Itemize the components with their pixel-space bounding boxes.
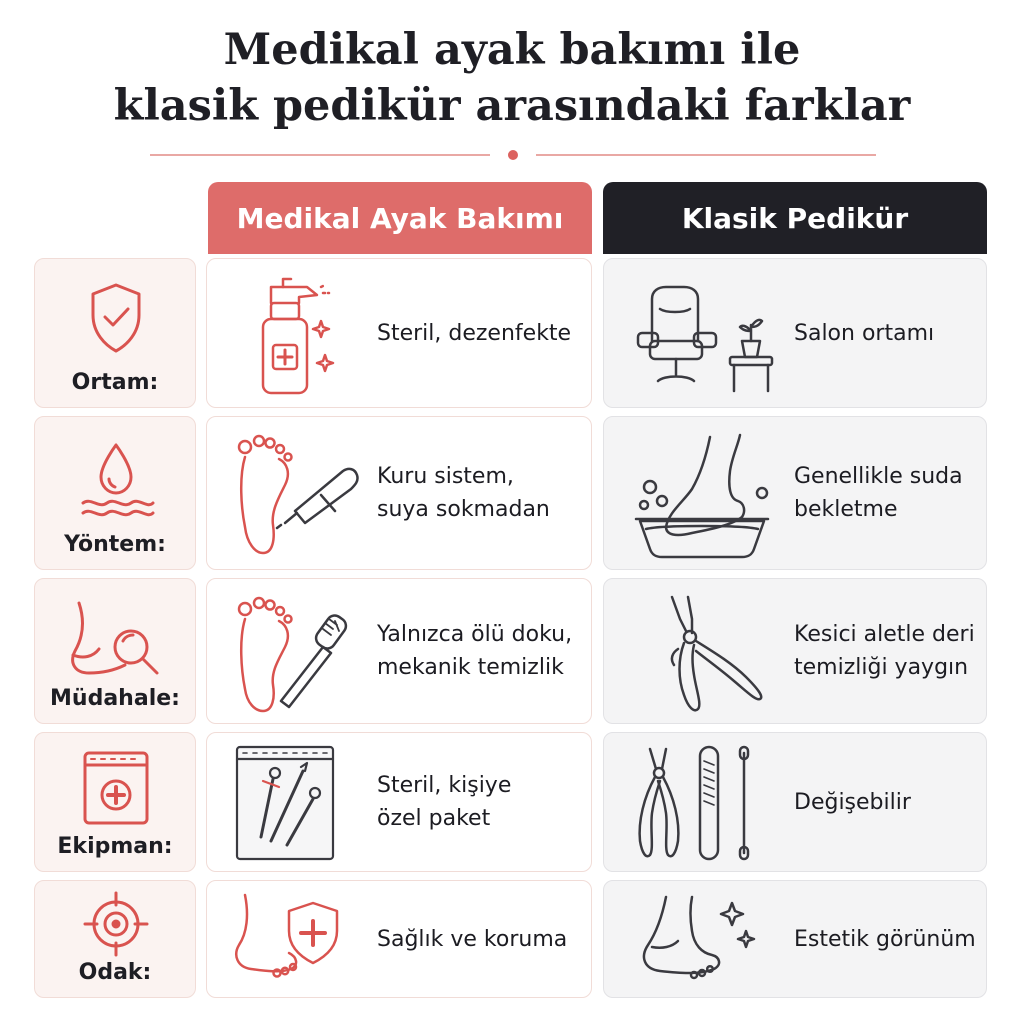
classic-text: Genellikle suda bekletme [794, 464, 963, 522]
classic-text: Kesici aletle deri temizliği yaygın [794, 622, 975, 680]
medical-text: Yalnızca ölü doku, mekanik temizlik [377, 622, 573, 680]
cuticle-nipper-icon [622, 589, 782, 719]
classic-text: Estetik görünüm [794, 926, 976, 952]
salon-chair-icon [622, 269, 782, 399]
medical-text: Kuru sistem, suya sokmadan [377, 464, 550, 522]
row-label-ekipman [34, 732, 196, 872]
page-title [0, 22, 1024, 134]
foot-magnifier-icon [59, 593, 169, 683]
row-label-yontem [34, 416, 196, 570]
title-divider-left [150, 154, 490, 156]
foot-shield-icon [225, 889, 355, 989]
title-line-1: Medikal ayak bakımı ile [223, 25, 801, 75]
row-label-mudahale [34, 578, 196, 724]
medical-text: Steril, dezenfekte [377, 320, 572, 346]
row-label-odak [34, 880, 196, 998]
cell-classic-yontem [603, 416, 987, 570]
cell-classic-ortam [603, 258, 987, 408]
column-header-medical: Medikal Ayak Bakımı [208, 182, 592, 254]
foot-burr-icon [225, 589, 365, 719]
medical-text: Steril, kişiye özel paket [377, 773, 512, 831]
cell-classic-odak [603, 880, 987, 998]
shield-check-icon [71, 273, 161, 363]
nail-tools-icon [622, 741, 762, 865]
water-drop-icon [71, 431, 161, 521]
row-label-text: Ekipman: [57, 834, 173, 859]
cell-medical-yontem [206, 416, 592, 570]
foot-drill-icon [225, 427, 365, 561]
cell-classic-ekipman [603, 732, 987, 872]
title-divider-dot [508, 150, 518, 160]
cell-medical-odak [206, 880, 592, 998]
classic-text: Değişebilir [794, 789, 911, 815]
medical-text: Sağlık ve koruma [377, 926, 568, 952]
sterile-pouch-icon [71, 743, 161, 833]
row-label-ortam [34, 258, 196, 408]
sterile-instrument-pack-icon [233, 741, 343, 865]
title-divider-right [536, 154, 876, 156]
foot-bath-icon [622, 427, 782, 561]
cell-medical-ortam [206, 258, 592, 408]
row-label-text: Yöntem: [64, 532, 166, 557]
spray-bottle-icon [225, 269, 355, 399]
target-icon [71, 889, 161, 959]
column-header-classic: Klasik Pedikür [603, 182, 987, 254]
row-label-text: Odak: [78, 960, 152, 985]
row-label-text: Müdahale: [50, 686, 180, 711]
classic-text: Salon ortamı [794, 320, 935, 346]
cell-medical-mudahale [206, 578, 592, 724]
row-label-text: Ortam: [71, 370, 159, 395]
cell-medical-ekipman [206, 732, 592, 872]
cell-classic-mudahale [603, 578, 987, 724]
foot-sparkle-icon [622, 889, 762, 989]
title-line-2: klasik pedikür arasındaki farklar [113, 81, 911, 131]
